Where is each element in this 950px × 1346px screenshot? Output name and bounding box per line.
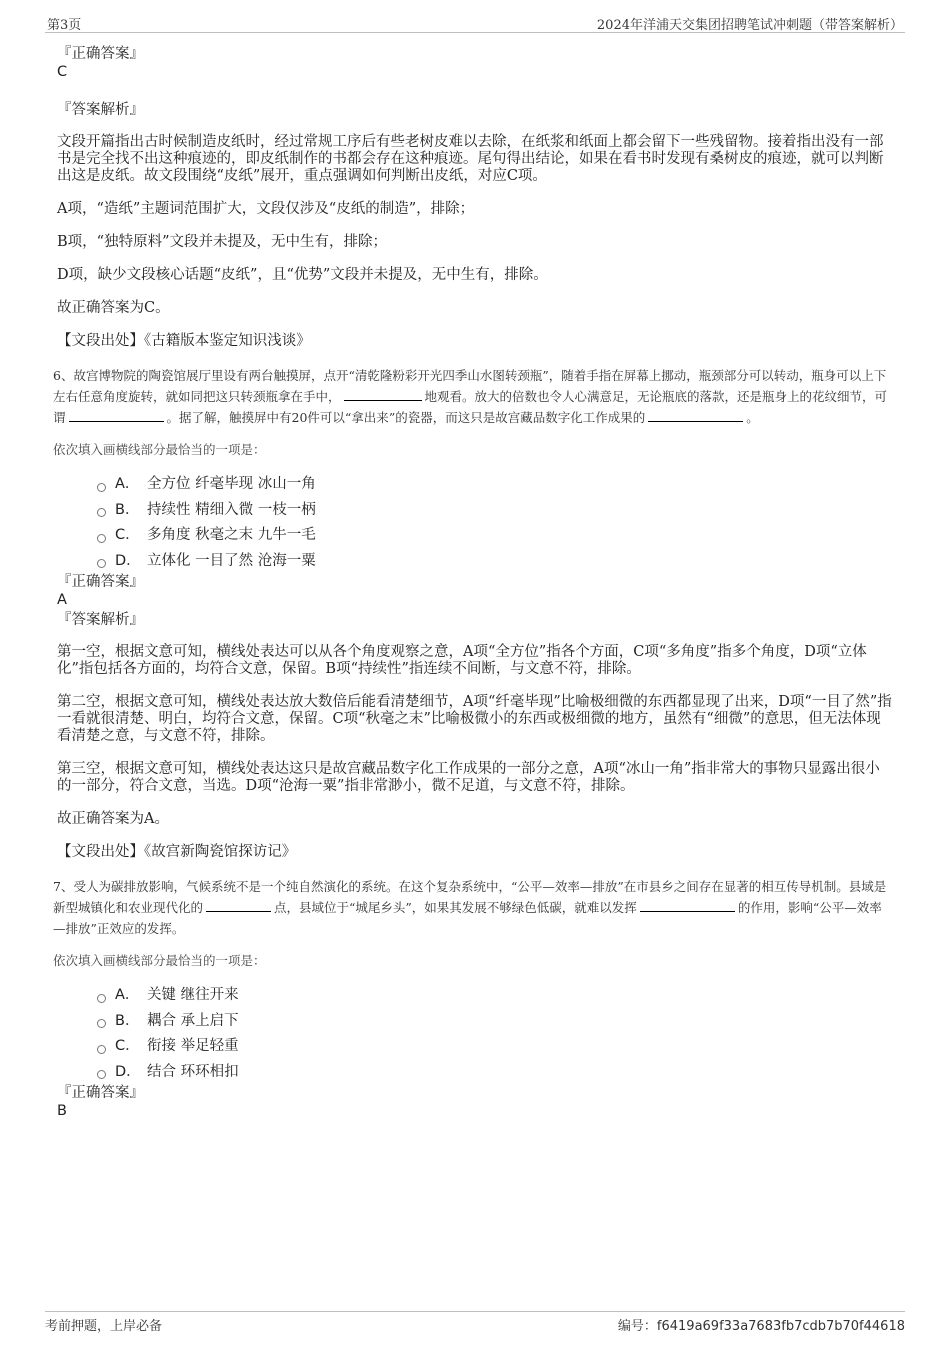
document-title: 2024年洋浦天交集团招聘笔试冲刺题（带答案解析）	[596, 18, 903, 33]
analysis-label: 『答案解析』	[57, 612, 144, 628]
fill-blank	[648, 407, 743, 422]
page-number: 第3页	[47, 18, 82, 33]
answer-label: 『正确答案』	[57, 574, 144, 590]
option-a[interactable]: A． 关键 继往开来	[97, 983, 892, 1009]
analysis-paragraph: D项，缺少文段核心话题“皮纸”，且“优势”文段并未提及，无中生有，排除。	[57, 267, 548, 283]
option-c[interactable]: C． 多角度 秋毫之末 九牛一毛	[97, 523, 892, 549]
fill-blank	[206, 897, 271, 912]
option-list	[97, 472, 892, 574]
option-b[interactable]: B． 耦合 承上启下	[97, 1009, 892, 1035]
page-footer	[45, 1311, 905, 1346]
radio-icon[interactable]	[97, 994, 106, 1003]
option-a[interactable]: A． 全方位 纤毫毕现 冰山一角	[97, 472, 892, 498]
option-d[interactable]: D． 立体化 一目了然 沧海一粟	[97, 549, 892, 575]
analysis-paragraph: A项，“造纸”主题词范围扩大，文段仅涉及“皮纸的制造”，排除；	[57, 201, 475, 217]
page-header	[45, 10, 905, 33]
source-note: 【文段出处】《故宫新陶瓷馆探访记》	[57, 844, 297, 860]
correct-answer: B	[57, 1103, 67, 1119]
question-stem: 7、受人为碳排放影响，气候系统不是一个纯自然演化的系统。在这个复杂系统中，“公平—效率—排放”在市县乡之间存在显著的相互传导机制。县域是新型城镇化和农业现代化的 点，县域位于“城尾乡头”，如果其发展不够绿色低碳，就难以发挥 的作用，影响“公平—效率—排放”正效应的发挥。	[53, 879, 887, 936]
analysis-paragraph: 第一空，根据文意可知，横线处表达可以从各个角度观察之意，A项“全方位”指各个方面，C项“多角度”指多个角度，D项“立体化”指包括各方面的，均符合文意，保留。B项“持续性”指连续不间断，与文意不符，排除。	[57, 644, 867, 677]
radio-icon[interactable]	[97, 1019, 106, 1028]
radio-icon[interactable]	[97, 483, 106, 492]
answer-label: 『正确答案』	[57, 1085, 144, 1101]
source-note: 【文段出处】《古籍版本鉴定知识浅谈》	[57, 333, 311, 349]
radio-icon[interactable]	[97, 534, 106, 543]
option-d[interactable]: D． 结合 环环相扣	[97, 1060, 892, 1086]
question-stem: 6、故宫博物院的陶瓷馆展厅里设有两台触摸屏，点开“清乾隆粉彩开光四季山水图转颈瓶”，随着手指在屏幕上挪动，瓶颈部分可以转动，瓶身可以上下左右任意角度旋转，就如同把这只转颈瓶拿在手中， 地观看。放大的倍数也令人心满意足，无论瓶底的落款，还是瓶身上的花纹细节，可谓 。据了解，触摸屏中有20件可以“拿出来”的瓷器，而这只是故宫藏品数字化工作成果的 。	[53, 368, 888, 425]
question-prompt: 依次填入画横线部分最恰当的一项是：	[53, 953, 266, 968]
question-prompt: 依次填入画横线部分最恰当的一项是：	[53, 442, 266, 457]
analysis-paragraph: 故正确答案为C。	[57, 300, 170, 316]
radio-icon[interactable]	[97, 559, 106, 568]
fill-blank	[640, 897, 735, 912]
option-list	[97, 983, 892, 1085]
analysis-paragraph: B项，“独特原料”文段并未提及，无中生有，排除；	[57, 234, 387, 250]
radio-icon[interactable]	[97, 1070, 106, 1079]
correct-answer: A	[57, 592, 67, 608]
document-code: 编号：f6419a69f33a7683fb7cdb7b70f44618	[617, 1319, 905, 1334]
analysis-paragraph: 文段开篇指出古时候制造皮纸时，经过常规工序后有些老树皮难以去除，在纸浆和纸面上都会留下一些残留物。接着指出没有一部书是完全找不出这种痕迹的，即皮纸制作的书都会存在这种痕迹。尾句得出结论，如果在看书时发现有桑树皮的痕迹，就可以判断出这是皮纸。故文段围绕“皮纸”展开，重点强调如何判断出皮纸，对应C项。	[57, 134, 884, 184]
fill-blank	[69, 407, 164, 422]
footer-slogan: 考前押题，上岸必备	[45, 1319, 163, 1334]
analysis-paragraph: 第三空，根据文意可知，横线处表达这只是故宫藏品数字化工作成果的一部分之意，A项“冰山一角”指非常大的事物只显露出很小的一部分，符合文意，当选。D项“沧海一粟”指非常渺小，微不足道，与文意不符，排除。	[57, 761, 880, 794]
option-b[interactable]: B． 持续性 精细入微 一枝一柄	[97, 498, 892, 524]
radio-icon[interactable]	[97, 1045, 106, 1054]
correct-answer: C	[57, 64, 68, 80]
analysis-label: 『答案解析』	[57, 102, 144, 118]
option-c[interactable]: C． 衔接 举足轻重	[97, 1034, 892, 1060]
content	[53, 46, 892, 1120]
analysis-paragraph: 第二空，根据文意可知，横线处表达放大数倍后能看清楚细节，A项“纤毫毕现”比喻极细微的东西都显现了出来，D项“一目了然”指一看就很清楚、明白，均符合文意，保留。C项“秋毫之末”比喻极微小的东西或极细微的地方，虽然有“细微”的意思，但无法体现看清楚之意，与文意不符，排除。	[57, 694, 892, 744]
answer-label: 『正确答案』	[57, 46, 144, 62]
radio-icon[interactable]	[97, 508, 106, 517]
analysis-paragraph: 故正确答案为A。	[57, 811, 169, 827]
fill-blank	[344, 386, 422, 401]
